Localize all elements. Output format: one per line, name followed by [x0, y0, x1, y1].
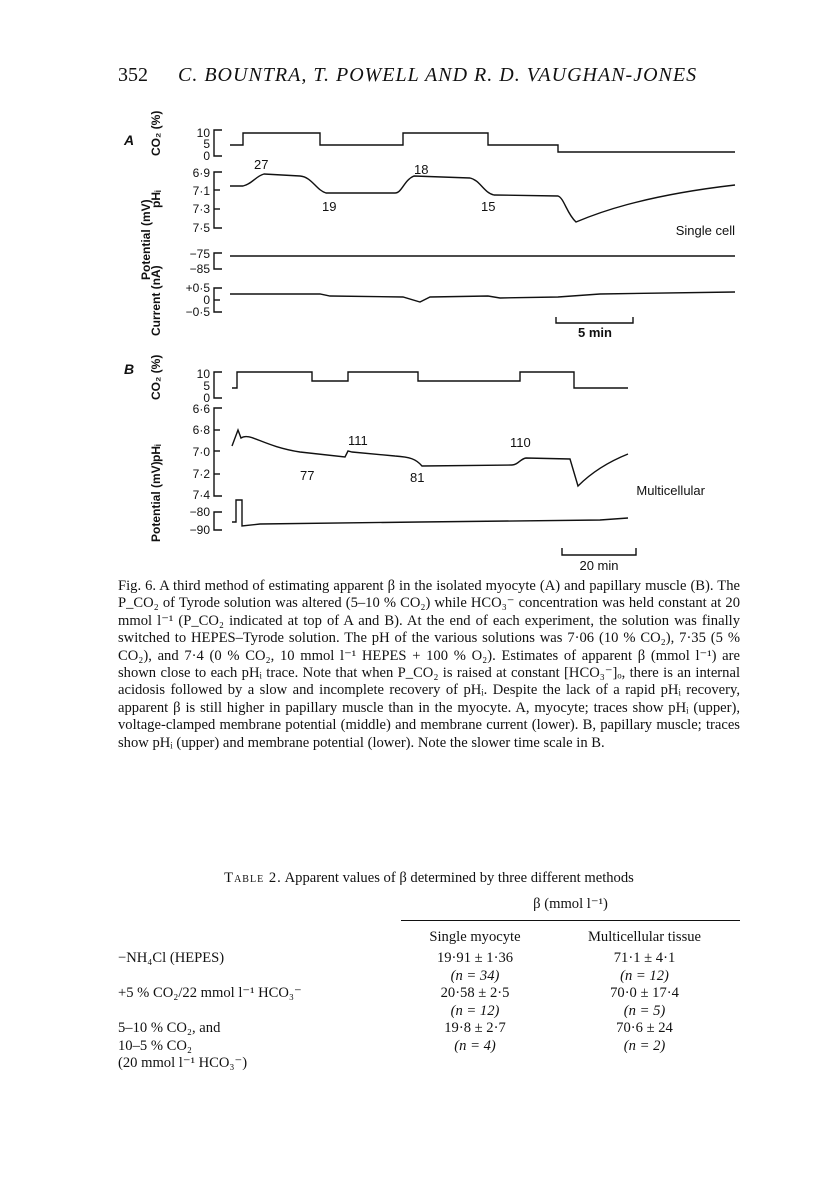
panel-a-potential-tick: −85	[189, 262, 210, 276]
panel-b-phi-tick: 7·4	[192, 488, 210, 502]
panel-b-phi-tick: 7·0	[192, 445, 210, 459]
panel-b-phi-axis: pHᵢ	[149, 444, 163, 462]
table-row-n: (20 mmol l⁻¹ HCO₃⁻)	[118, 1055, 248, 1071]
running-header-authors: C. BOUNTRA, T. POWELL AND R. D. VAUGHAN-JONES	[178, 64, 698, 86]
panel-a-co2-trace	[230, 133, 735, 152]
page-number: 352	[118, 64, 148, 86]
figure-6	[0, 0, 816, 580]
table-group-header: β (mmol l⁻¹)	[533, 896, 608, 912]
panel-b-co2-tick: 5	[203, 379, 210, 393]
panel-b-potential-trace	[232, 500, 628, 526]
panel-b-co2-tick: 10	[196, 367, 210, 381]
panel-b-trace-label: Multicellular	[636, 483, 705, 498]
panel-a-phi-trace	[230, 174, 735, 222]
panel-a-scale-bar	[556, 317, 633, 323]
panel-b-co2-tick: 0	[203, 391, 210, 405]
panel-b-scale-label: 20 min	[579, 558, 619, 573]
panel-a-co2-axis: CO₂ (%)	[149, 110, 163, 156]
column-header: Multicellular tissue	[587, 928, 702, 945]
table-row: +5 % CO₂/22 mmol l⁻¹ HCO₃⁻ 20·58 ± 2·5 70·0 ± 17·4	[118, 985, 679, 1001]
panel-a-current-tick: −0·5	[185, 305, 210, 319]
panel-b-co2-trace	[232, 372, 628, 388]
figure-caption	[118, 578, 740, 752]
panel-b-beta-label: 77	[300, 468, 315, 483]
table-row-n: 10–5 % CO₂ (n = 4) (n = 2)	[118, 1037, 666, 1054]
panel-b-phi-tick: 6·6	[192, 402, 210, 416]
panel-b-co2-axis: CO₂ (%)	[149, 354, 163, 400]
panel-b-beta-label: 110	[510, 435, 531, 450]
table-row: 5–10 % CO₂, and 19·8 ± 2·7 70·6 ± 24	[118, 1020, 673, 1036]
column-header: Single myocyte	[429, 928, 521, 945]
panel-a-beta-label: 15	[481, 199, 496, 214]
panel-a-co2-tick: 10	[196, 126, 210, 140]
panel-a-beta-label: 27	[254, 157, 269, 172]
panel-a-phi-tick: 7·5	[192, 221, 210, 235]
panel-a-co2-tick: 0	[203, 149, 210, 163]
table-row-n: (n = 12) (n = 5)	[450, 1002, 666, 1019]
table-title-text: Apparent values of β determined by three different methods	[284, 870, 634, 886]
panel-b-potential-tick: −90	[189, 523, 210, 537]
table-title-label: Table 2.	[224, 870, 282, 886]
panel-a-phi-tick: 7·1	[192, 184, 210, 198]
panel-b-phi-tick: 6·8	[192, 423, 210, 437]
panel-a-scale-label: 5 min	[578, 325, 612, 340]
panel-a-label: A	[124, 132, 135, 148]
panel-a-beta-label: 19	[322, 199, 337, 214]
panel-b-scale-bar	[562, 548, 636, 555]
panel-a-current-trace	[230, 292, 735, 302]
table-row: −NH₄Cl (HEPES) 19·91 ± 1·36 71·1 ± 4·1	[118, 950, 676, 966]
panel-a-phi-tick: 6·9	[192, 166, 210, 180]
panel-a-current-tick: +0·5	[185, 281, 210, 295]
panel-a-potential-axis: Potential (mV)	[139, 199, 153, 280]
panel-b-potential-axis: Potential (mV)	[149, 461, 163, 542]
panel-b-phi-trace	[232, 430, 628, 486]
panel-b-beta-label: 111	[348, 433, 368, 448]
panel-a-phi-axis: pHᵢ	[149, 190, 163, 208]
table-row-n: (n = 34) (n = 12)	[450, 967, 669, 984]
panel-a-co2-tick: 5	[203, 137, 210, 151]
panel-a-potential-tick: −75	[189, 247, 210, 261]
panel-b-potential-tick: −80	[189, 505, 210, 519]
table-title	[118, 870, 740, 887]
beta-table	[118, 892, 740, 1073]
panel-a-current-tick: 0	[203, 293, 210, 307]
panel-a-trace-label: Single cell	[675, 223, 735, 238]
panel-b-beta-label: 81	[410, 470, 425, 485]
panel-a-beta-label: 18	[414, 162, 429, 177]
panel-a-phi-tick: 7·3	[192, 202, 210, 216]
caption-text: Fig. 6. A third method of estimating apparent β in the isolated myocyte (A) and papillary muscle (B). The P_CO₂ of Tyrode solution was altered (5–10 % CO₂) while HCO₃⁻ concentration was held constant at 20 mmol l⁻¹ (P_CO₂ indicated at top of A and B). At the end of each experiment, the solution was finally switched to HEPES–Tyrode solution. The pH of the various solutions was 7·06 (10 % CO₂), 7·35 (5 % CO₂), and 7·4 (0 % CO₂, 10 mmol l⁻¹ HEPES + 100 % O₂). Estimates of apparent β (mmol l⁻¹) are shown close to each pHᵢ trace. Note that when P_CO₂ is raised at constant [HCO₃⁻]ₒ, there is an internal acidosis followed by a slow and incomplete recovery of pHᵢ. Despite the lack of a rapid pHᵢ recovery, apparent β is still higher in papillary muscle than in the myocyte. A, myocyte; traces show pHᵢ (upper), voltage-clamped membrane potential (middle) and membrane current (lower). B, papillary muscle; traces show pHᵢ (upper) and membrane potential (lower). Note the slower time scale in B.	[118, 578, 740, 751]
panel-b-phi-tick: 7·2	[192, 467, 210, 481]
panel-a-current-axis: Current (nA)	[149, 265, 163, 336]
panel-b-label: B	[124, 361, 135, 377]
